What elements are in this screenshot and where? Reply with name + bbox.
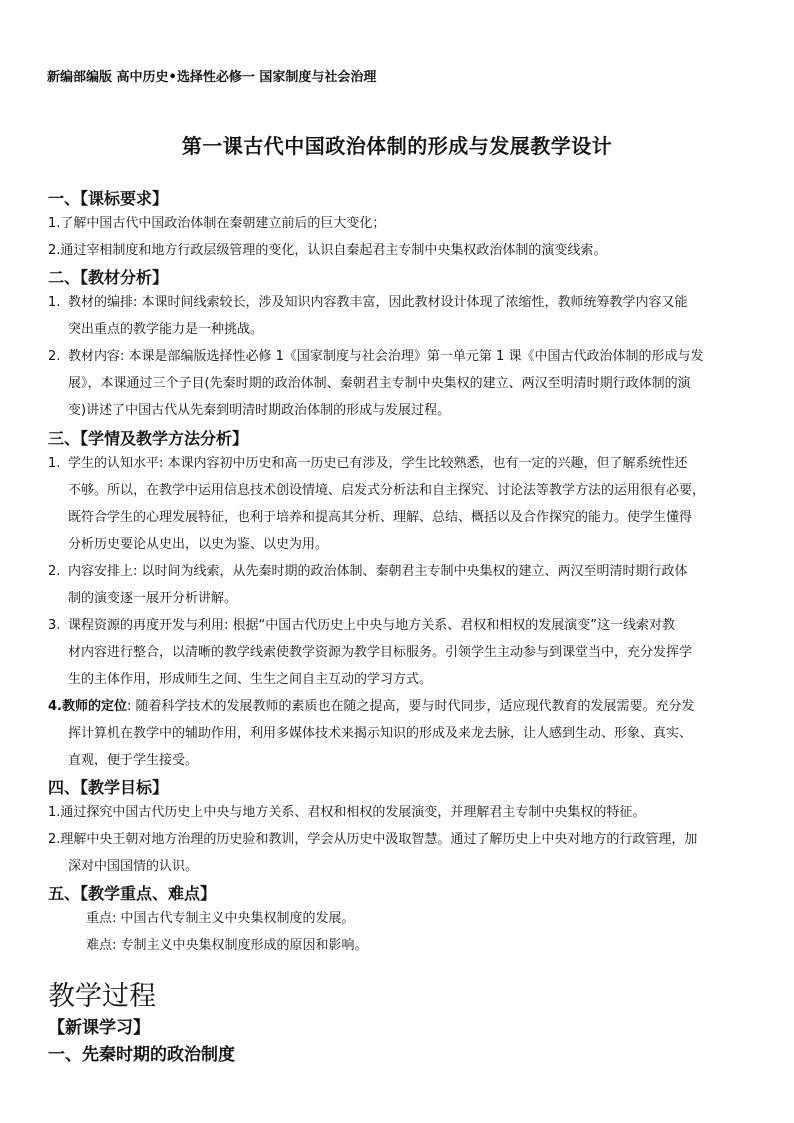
text-line: 内容安排上: 以时间为线索，从先秦时期的政治体制、秦朝君主专制中央集权的建立、两汉至明清时期行政体 (68, 564, 688, 579)
text-line: 变)讲述了中国古代从先秦到明清时期政治体制的形成与发展过程。 (68, 403, 451, 418)
list-number: 1. (48, 295, 61, 310)
text-line: 学生的认知水平: 本课内容初中历史和高一历史已有涉及，学生比较熟悉，也有一定的兴趣，但了解系统性还 (68, 456, 688, 471)
curriculum-item-2: 2.通过宰相制度和地方行政层级管理的变化，认识自秦起君主专制中央集权政治体制的演变线索。 (48, 243, 607, 258)
text-line: 突出重点的教学能力是一种挑战。 (68, 322, 264, 337)
list-number: 2. (48, 564, 61, 579)
text-line: 材内容进行整合，以清晰的教学线索使教学资源为教学目标服务。引领学生主动参与到课堂当中，充分发挥学 (68, 645, 693, 660)
section-heading-learning: 三、【学情及教学方法分析】 (48, 429, 249, 448)
teaching-process-heading: 教学过程 (48, 981, 156, 1012)
learning-para-2 (48, 564, 688, 580)
section-heading-keypoints: 五、【教学重点、难点】 (48, 884, 217, 903)
list-number: 2. (48, 349, 61, 364)
textbook-para-1 (48, 295, 688, 311)
curriculum-item-1: 1.了解中国古代中国政治体制在秦朝建立前后的巨大变化； (48, 216, 386, 231)
text-line: 教材内容: 本课是部编版选择性必修 1《国家制度与社会治理》第一单元第 1 课《中国古代政治体制的形成与发 (68, 349, 704, 364)
section-heading-curriculum: 一、【课标要求】 (48, 189, 169, 208)
difficult-point: 难点: 专制主义中央集权制度形成的原因和影响。 (86, 938, 368, 953)
text-line: 挥计算机在教学中的辅助作用，利用多媒体技术来揭示知识的形成及来龙去脉，让人感到生动、形象、真实、 (68, 726, 693, 741)
learning-para-3 (48, 618, 675, 634)
list-number: 4. (48, 699, 62, 714)
key-point: 重点: 中国古代专制主义中央集权制度的发展。 (86, 911, 355, 926)
text-line: 生的主体作用，形成师生之间、生生之间自主互动的学习方式。 (68, 672, 433, 687)
section-heading-objectives: 四、【教学目标】 (48, 778, 169, 797)
learning-para-4 (48, 699, 695, 715)
document-header: 新编部编版 高中历史•选择性必修一 国家制度与社会治理 (47, 70, 377, 85)
text-line: 制的演变逐一展开分析讲解。 (68, 591, 238, 606)
objective-item-1: 1.通过探究中国古代历史上中央与地方关系、君权和相权的发展演变，并理解君主专制中央集权的特征。 (48, 805, 646, 820)
objective-item-2: 2.理解中央王朝对地方治理的历史验和教训，学会从历史中汲取智慧。通过了解历史上中央对地方的行政管理，加 (48, 832, 698, 847)
text-line: : 随着科学技术的发展教师的素质也在随之提高，要与时代同步，适应现代教育的发展需要。充分发 (127, 699, 695, 714)
emphasis-label: 教师的定位 (61, 699, 127, 714)
list-number: 3. (48, 618, 61, 633)
text-line: 不够。所以，在教学中运用信息技术创设情境、启发式分析法和自主探究、讨论法等教学方法的运用很有必要， (68, 483, 706, 498)
text-line: 直观，便于学生接受。 (68, 753, 199, 768)
list-number: 1. (48, 456, 61, 471)
pre-qin-heading: 一、先秦时期的政治制度 (48, 1045, 235, 1065)
text-line: 课程资源的再度开发与利用: 根据“中国古代历史上中央与地方关系、君权和相权的发展演变”这一线索对教 (68, 618, 675, 633)
text-line: 教材的编排: 本课时间线索较长，涉及知识内容教丰富，因此教材设计体现了浓缩性，教师统筹教学内容又能 (68, 295, 688, 310)
page-title: 第一课古代中国政治体制的形成与发展教学设计 (181, 134, 613, 158)
textbook-para-2 (48, 349, 703, 365)
text-line: 展》，本课通过三个子目(先秦时期的政治体制、秦朝君主专制中央集权的建立、两汉至明清时期行政体制的演 (68, 376, 691, 391)
text-line: 深对中国国情的认识。 (68, 859, 199, 874)
text-line: 分析历史要论从史出，以史为鉴、以史为用。 (68, 537, 329, 552)
learning-para-1 (48, 456, 688, 472)
section-heading-textbook: 二、【教材分析】 (48, 268, 169, 287)
new-lesson-heading: 【新课学习】 (48, 1018, 150, 1038)
text-line: 既符合学生的心理发展特征，也利于培养和提高其分析、理解、总结、概括以及合作探究的能力。使学生懂得 (68, 510, 693, 525)
